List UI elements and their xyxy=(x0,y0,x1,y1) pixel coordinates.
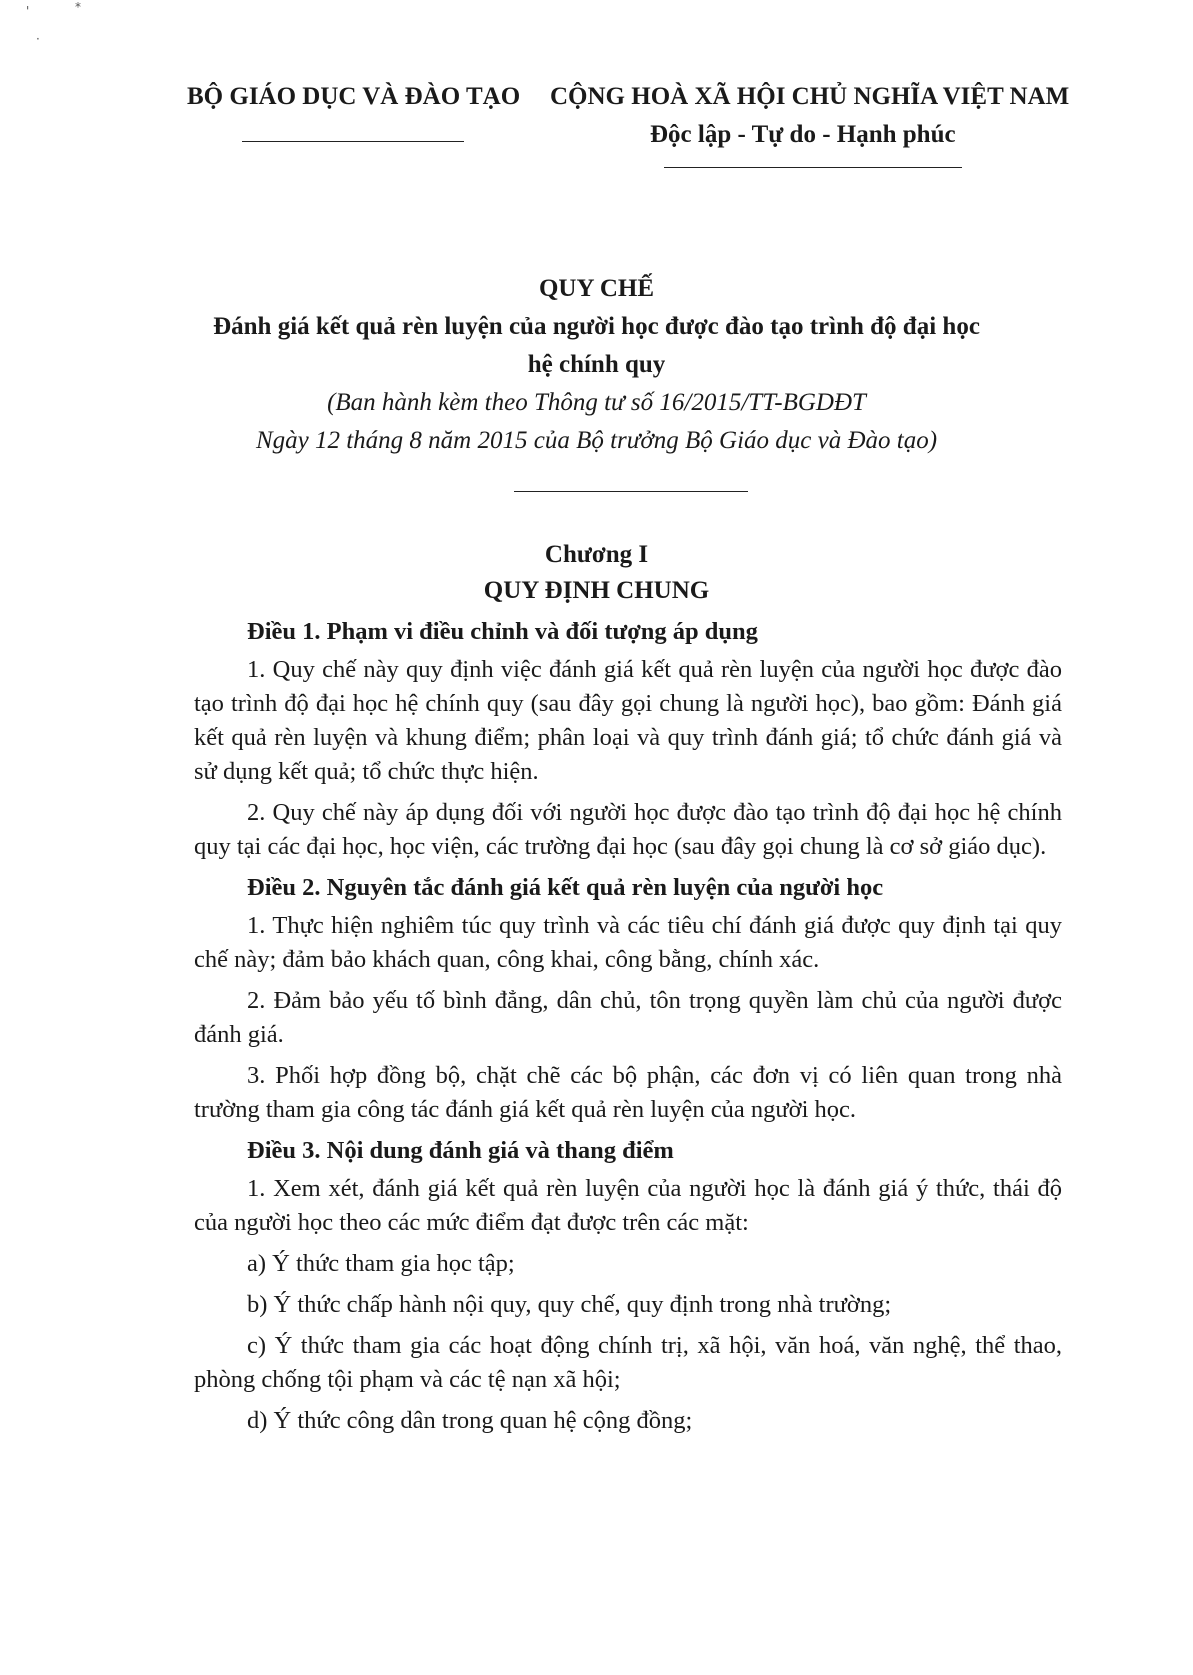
list-item: d) Ý thức công dân trong quan hệ cộng đồng; xyxy=(247,1407,693,1434)
list-item: c) Ý thức tham gia các hoạt động chính trị, xã hội, văn hoá, văn nghệ, thể thao, phòng chống tội phạm và các tệ nạn xã hội; xyxy=(194,1332,1062,1393)
article-2 xyxy=(194,871,1062,1127)
list-item: b) Ý thức chấp hành nội quy, quy chế, quy định trong nhà trường; xyxy=(247,1291,892,1318)
article-heading: Điều 1. Phạm vi điều chỉnh và đối tượng áp dụng xyxy=(247,618,758,645)
country-name: CỘNG HOÀ XÃ HỘI CHỦ NGHĨA VIỆT NAM xyxy=(550,83,1070,110)
chapter-number: Chương I xyxy=(544,541,649,568)
issuance-line2: Ngày 12 tháng 8 năm 2015 của Bộ trưởng Bộ Giáo dục và Đào tạo) xyxy=(255,427,938,454)
article-heading: Điều 2. Nguyên tắc đánh giá kết quả rèn luyện của người học xyxy=(247,874,884,901)
article-3 xyxy=(194,1134,1062,1438)
article-1 xyxy=(194,615,1062,864)
paragraph: 3. Phối hợp đồng bộ, chặt chẽ các bộ phận, các đơn vị có liên quan trong nhà trường tham gia công tác đánh giá kết quả rèn luyện của người học. xyxy=(194,1062,1062,1123)
paragraph: 1. Quy chế này quy định việc đánh giá kết quả rèn luyện của người học được đào tạo trình độ đại học hệ chính quy (sau đây gọi chung là người học), bao gồm: Đánh giá kết quả rèn luyện và khung điểm; phân loại và quy trình đánh giá; tổ chức đánh giá và sử dụng kết quả; tổ chức thực hiện. xyxy=(194,656,1062,785)
scan-speck: ' xyxy=(26,4,30,18)
paragraph: 1. Xem xét, đánh giá kết quả rèn luyện của người học là đánh giá ý thức, thái độ của người học theo các mức điểm đạt được trên các mặt: xyxy=(194,1175,1062,1236)
national-motto: Độc lập - Tự do - Hạnh phúc xyxy=(650,121,956,148)
paragraph: 2. Đảm bảo yếu tố bình đẳng, dân chủ, tôn trọng quyền làm chủ của người được đánh giá. xyxy=(194,987,1062,1048)
list-item: a) Ý thức tham gia học tập; xyxy=(247,1250,515,1277)
scan-speck: · xyxy=(36,32,40,46)
document-subtitle-line1: Đánh giá kết quả rèn luyện của người học được đào tạo trình độ đại học xyxy=(213,313,980,340)
motto-underline xyxy=(664,167,962,168)
paragraph: 1. Thực hiện nghiêm túc quy trình và các tiêu chí đánh giá được quy định tại quy chế này; đảm bảo khách quan, công khai, công bằng, chính xác. xyxy=(194,912,1062,973)
document-subtitle-line2: hệ chính quy xyxy=(527,351,666,378)
title-divider xyxy=(514,491,748,492)
chapter-name: QUY ĐỊNH CHUNG xyxy=(483,577,710,604)
ministry-name: BỘ GIÁO DỤC VÀ ĐÀO TẠO xyxy=(187,83,521,110)
document-body xyxy=(194,613,1062,1445)
document-title: QUY CHẾ xyxy=(538,275,655,302)
ministry-underline xyxy=(242,141,464,142)
issuance-line1: (Ban hành kèm theo Thông tư số 16/2015/TT-BGDĐT xyxy=(327,389,866,416)
paragraph: 2. Quy chế này áp dụng đối với người học được đào tạo trình độ đại học hệ chính quy tại các đại học, học viện, các trường đại học (sau đây gọi chung là cơ sở giáo dục). xyxy=(194,799,1062,860)
article-heading: Điều 3. Nội dung đánh giá và thang điểm xyxy=(247,1137,674,1164)
scan-speck: * xyxy=(75,0,81,14)
